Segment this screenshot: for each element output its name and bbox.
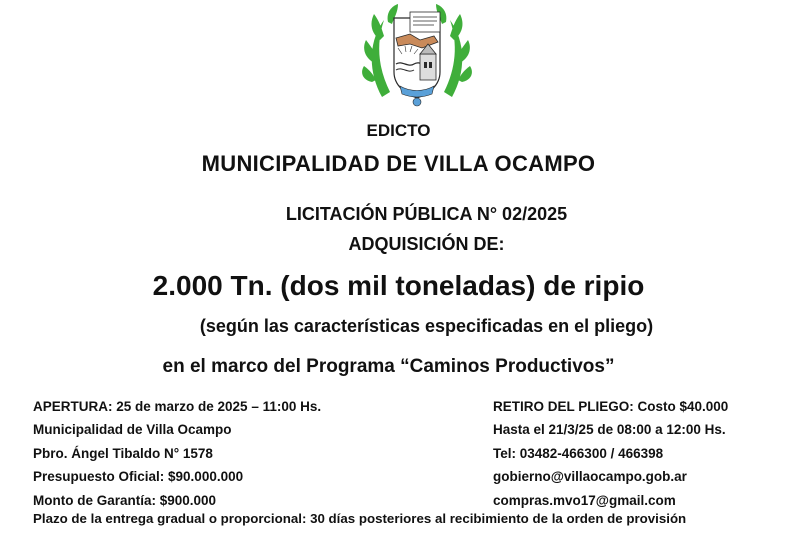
official-budget: Presupuesto Oficial: $90.000.000 [33, 469, 244, 485]
tender-specs: (según las características especificadas en el pliego) [199, 316, 654, 336]
details-right-column [493, 395, 728, 512]
villa-ocampo-municipal-seal-icon [362, 2, 472, 110]
tender-number: LICITACIÓN PÚBLICA N° 02/2025 [285, 204, 568, 224]
acquisition-label: ADQUISICIÓN DE: [348, 234, 505, 254]
specs-pickup-deadline: Hasta el 21/3/25 de 08:00 a 12:00 Hs. [493, 422, 726, 438]
opening-place: Municipalidad de Villa Ocampo [33, 422, 232, 438]
program-name: en el marco del Programa “Caminos Productivos” [162, 356, 615, 377]
tender-item: 2.000 Tn. (dos mil toneladas) de ripio [152, 270, 645, 301]
specs-pickup-cost: RETIRO DEL PLIEGO: Costo $40.000 [493, 399, 729, 414]
opening-address: Pbro. Ángel Tibaldo N° 1578 [33, 445, 213, 461]
guarantee-amount: Monto de Garantía: $900.000 [33, 492, 217, 508]
municipality-name: MUNICIPALIDAD DE VILLA OCAMPO [201, 151, 596, 176]
edict-title: EDICTO [366, 121, 431, 140]
delivery-term: Plazo de la entrega gradual o proporcional: 30 días posteriores al recibimiento de la orden de provisión [33, 511, 687, 526]
contact-phone: Tel: 03482-466300 / 466398 [493, 445, 664, 461]
municipal-seal-logo [362, 2, 472, 110]
details-left-column [33, 395, 321, 512]
contact-email-compras: compras.mvo17@gmail.com [493, 492, 676, 508]
contact-email-gobierno: gobierno@villaocampo.gob.ar [493, 469, 687, 485]
opening-date: APERTURA: 25 de marzo de 2025 – 11:00 Hs. [33, 399, 322, 414]
